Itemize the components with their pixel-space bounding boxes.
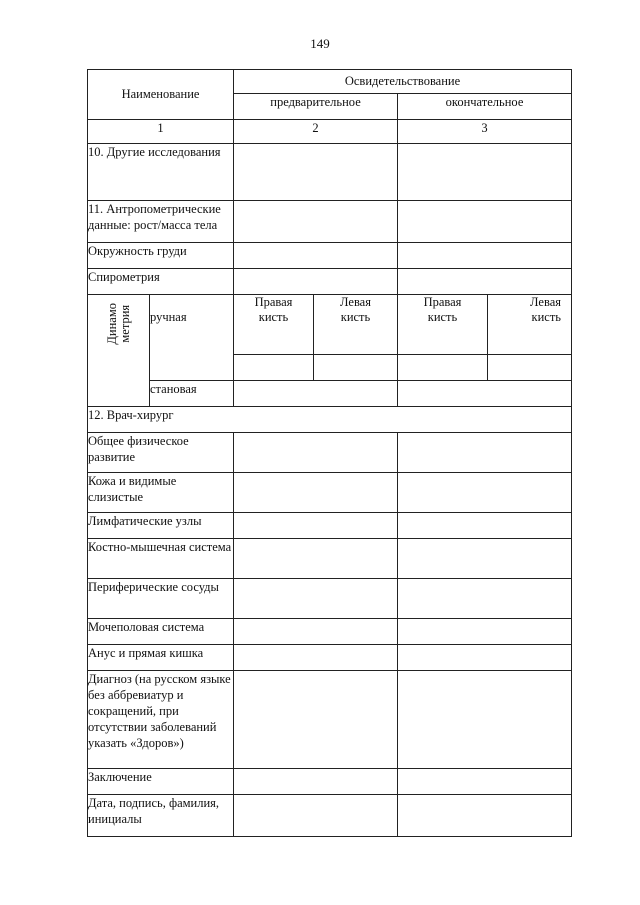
row-genitourinary — [88, 619, 572, 645]
row-anus — [88, 645, 572, 671]
manual-final-right-cell[interactable] — [398, 355, 488, 381]
musculoskeletal-label: Костно-мышечная система — [88, 539, 234, 579]
row-peripheral — [88, 579, 572, 619]
row-conclusion — [88, 769, 572, 795]
row-skin — [88, 473, 572, 513]
dynamometry-label: Динамо метрия — [104, 303, 132, 345]
row-chest — [88, 243, 572, 269]
manual-prelim-left-header: Левая кисть — [314, 295, 398, 355]
anthropometry-final-cell[interactable] — [398, 201, 572, 243]
row-spirometry — [88, 269, 572, 295]
anthropometry-preliminary-cell[interactable] — [234, 201, 398, 243]
manual-prelim-right-header: Правая кисть — [234, 295, 314, 355]
physical-development-preliminary-cell[interactable] — [234, 433, 398, 473]
signature-final-cell[interactable] — [398, 795, 572, 837]
diagnosis-final-cell[interactable] — [398, 671, 572, 769]
manual-label: ручная — [150, 295, 234, 381]
genitourinary-preliminary-cell[interactable] — [234, 619, 398, 645]
row-other-research — [88, 144, 572, 201]
chest-final-cell[interactable] — [398, 243, 572, 269]
row-musculoskeletal — [88, 539, 572, 579]
spirometry-label: Спирометрия — [88, 269, 234, 295]
row-anthropometry — [88, 201, 572, 243]
preliminary-header: предварительное — [234, 94, 398, 120]
peripheral-final-cell[interactable] — [398, 579, 572, 619]
lymph-preliminary-cell[interactable] — [234, 513, 398, 539]
standing-final-cell[interactable] — [398, 381, 572, 407]
genitourinary-label: Мочеполовая система — [88, 619, 234, 645]
row-dynamometry-standing — [88, 381, 572, 407]
row-signature — [88, 795, 572, 837]
chest-label: Окружность груди — [88, 243, 234, 269]
standing-preliminary-cell[interactable] — [234, 381, 398, 407]
page-number: 149 — [310, 36, 330, 51]
anus-preliminary-cell[interactable] — [234, 645, 398, 671]
diagnosis-label: Диагноз (на русском языке без аббревиатур и сокращений, при отсутствии заболеваний указать «Здоров») — [88, 671, 234, 769]
exam-column-header — [234, 70, 572, 94]
signature-preliminary-cell[interactable] — [234, 795, 398, 837]
conclusion-final-cell[interactable] — [398, 769, 572, 795]
exam-column-label: Освидетельствование — [344, 74, 461, 88]
physical-development-label: Общее физическое развитие — [88, 433, 234, 473]
conclusion-label: Заключение — [88, 769, 234, 795]
skin-label: Кожа и видимые слизистые — [88, 473, 234, 513]
anus-label: Анус и прямая кишка — [88, 645, 234, 671]
medical-exam-form-table — [87, 69, 572, 837]
final-header: окончательное — [398, 94, 572, 120]
manual-prelim-right-cell[interactable] — [234, 355, 314, 381]
column-number-2: 2 — [234, 120, 398, 144]
column-number-row — [88, 120, 572, 144]
chest-preliminary-cell[interactable] — [234, 243, 398, 269]
genitourinary-final-cell[interactable] — [398, 619, 572, 645]
spirometry-final-cell[interactable] — [398, 269, 572, 295]
row-diagnosis — [88, 671, 572, 769]
column-number-1: 1 — [88, 120, 234, 144]
header-row — [88, 70, 572, 94]
manual-final-left-header: Левая кисть — [488, 295, 572, 355]
manual-prelim-left-cell[interactable] — [314, 355, 398, 381]
musculoskeletal-final-cell[interactable] — [398, 539, 572, 579]
row-physical-development — [88, 433, 572, 473]
row-lymph — [88, 513, 572, 539]
manual-final-left-cell[interactable] — [488, 355, 572, 381]
conclusion-preliminary-cell[interactable] — [234, 769, 398, 795]
row-dynamometry-manual — [88, 295, 572, 355]
other-research-final-cell[interactable] — [398, 144, 572, 201]
anthropometry-label: 11. Антропометрические данные: рост/масса тела — [88, 201, 234, 243]
lymph-final-cell[interactable] — [398, 513, 572, 539]
manual-final-right-header: Правая кисть — [398, 295, 488, 355]
musculoskeletal-preliminary-cell[interactable] — [234, 539, 398, 579]
other-research-preliminary-cell[interactable] — [234, 144, 398, 201]
column-number-3: 3 — [398, 120, 572, 144]
physical-development-final-cell[interactable] — [398, 433, 572, 473]
peripheral-preliminary-cell[interactable] — [234, 579, 398, 619]
row-surgeon — [88, 407, 572, 433]
peripheral-label: Периферические сосуды — [88, 579, 234, 619]
spirometry-preliminary-cell[interactable] — [234, 269, 398, 295]
diagnosis-preliminary-cell[interactable] — [234, 671, 398, 769]
skin-preliminary-cell[interactable] — [234, 473, 398, 513]
signature-label: Дата, подпись, фамилия, инициалы — [88, 795, 234, 837]
lymph-label: Лимфатические узлы — [88, 513, 234, 539]
anus-final-cell[interactable] — [398, 645, 572, 671]
name-column-header — [88, 70, 234, 120]
name-column-label: Наименование — [121, 87, 200, 101]
dynamometry-label-cell — [88, 295, 150, 407]
standing-label: становая — [150, 381, 234, 407]
surgeon-section-heading: 12. Врач-хирург — [88, 407, 572, 433]
other-research-label: 10. Другие исследования — [88, 144, 234, 201]
skin-final-cell[interactable] — [398, 473, 572, 513]
